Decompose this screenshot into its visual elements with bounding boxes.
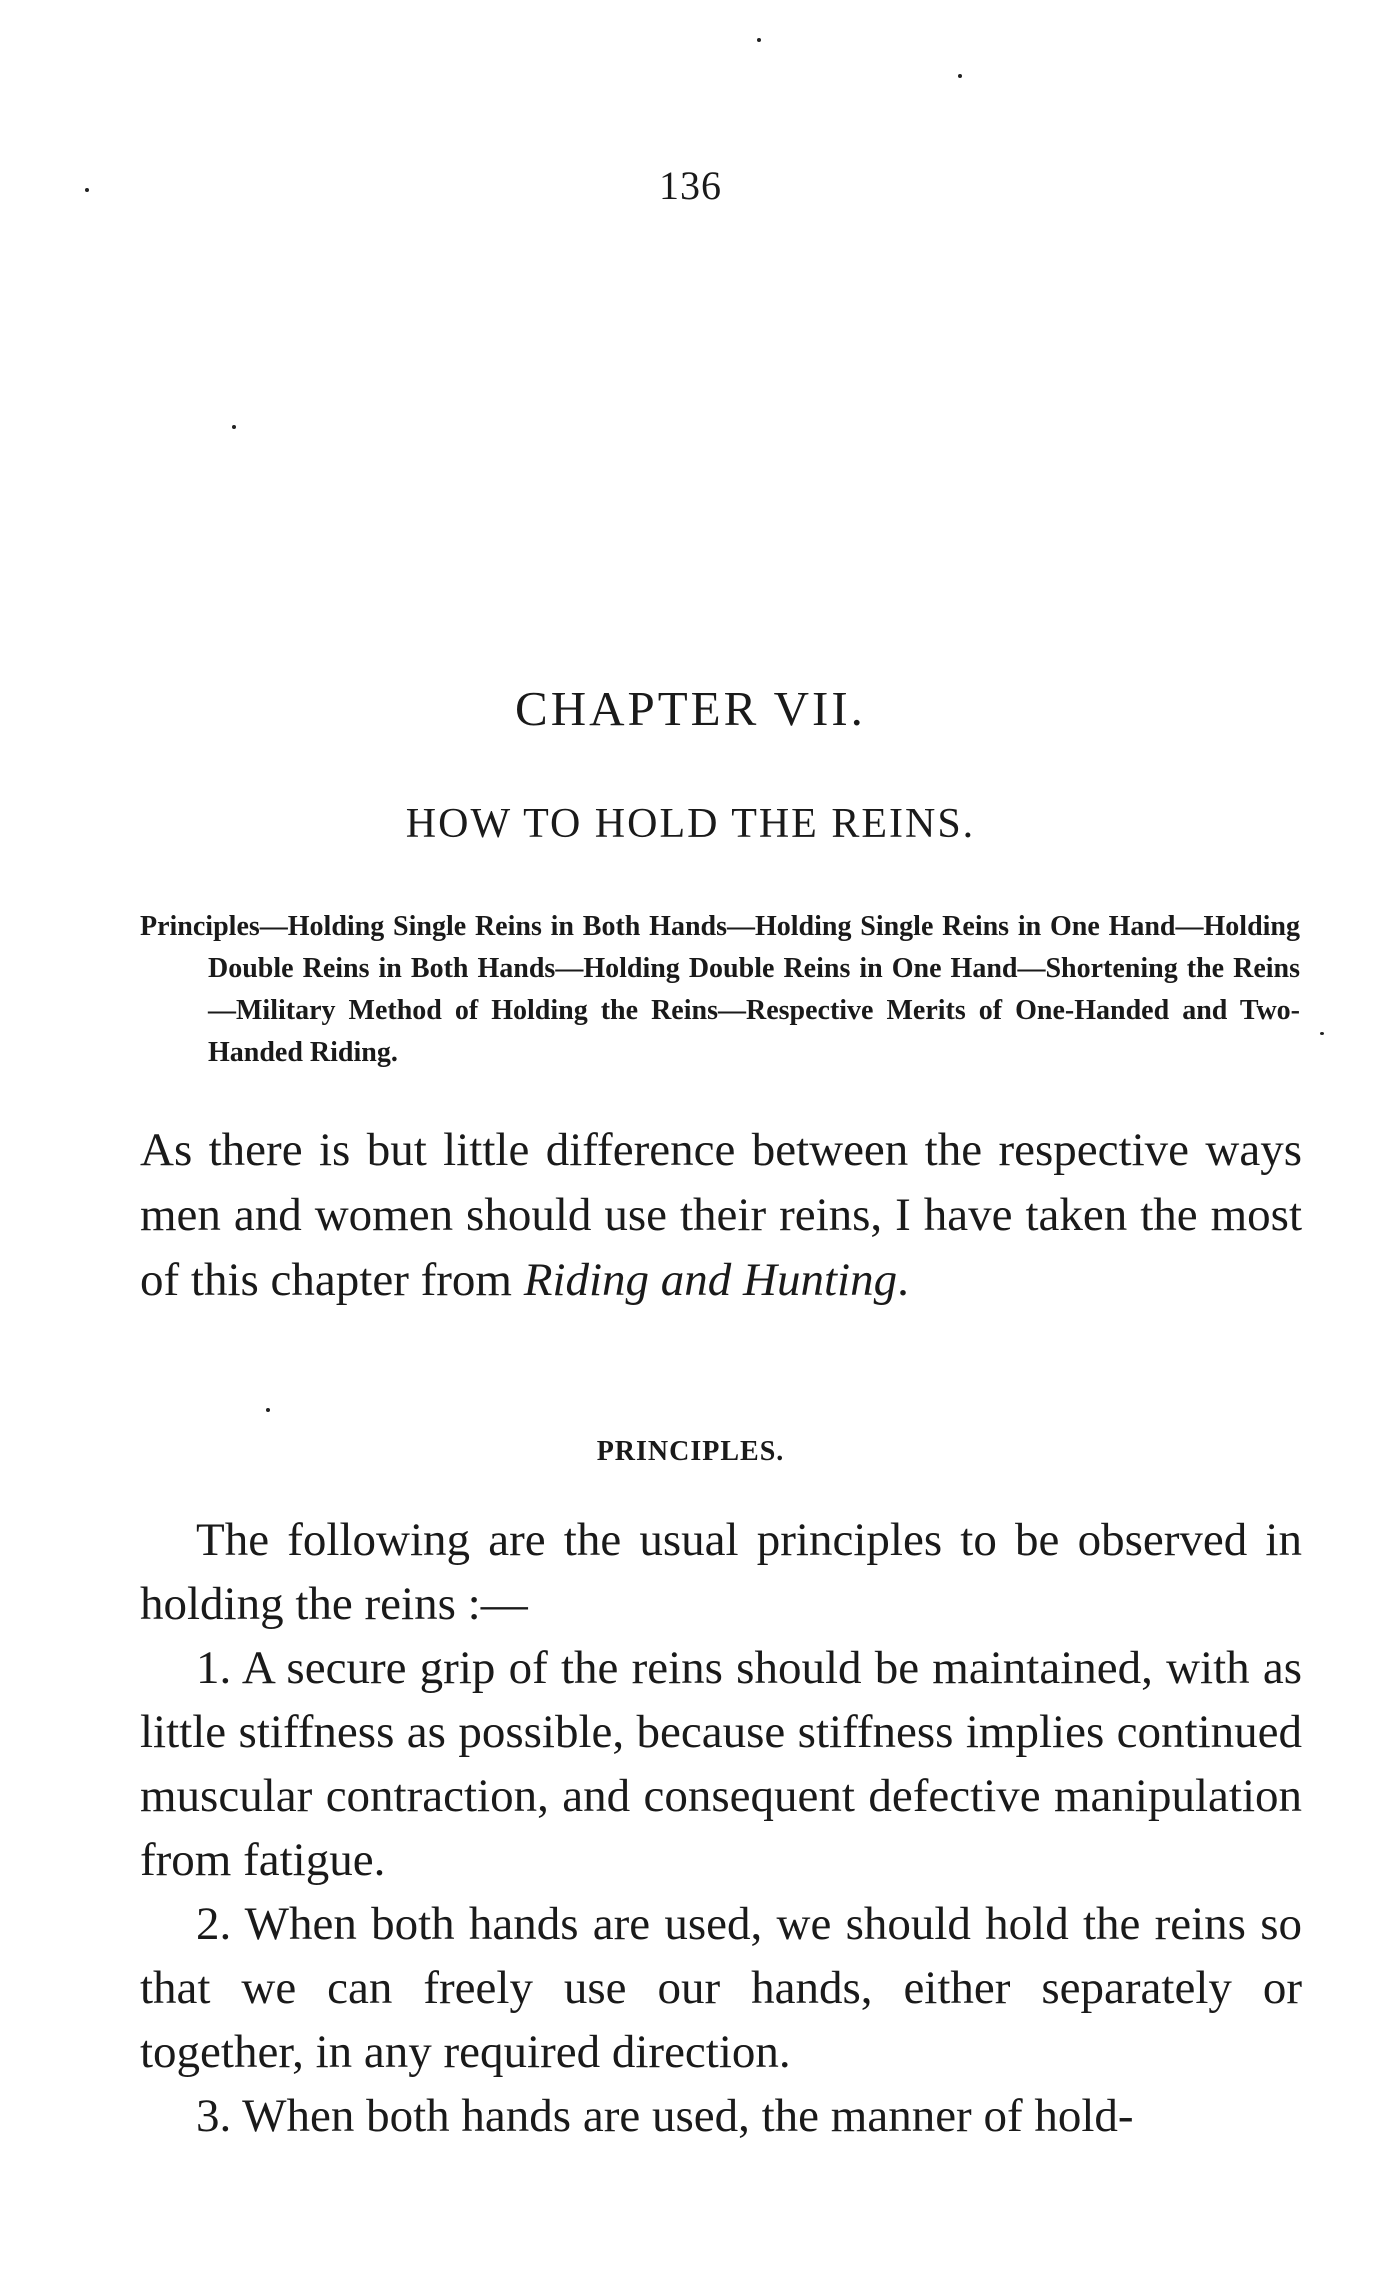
scan-speck [958, 74, 962, 78]
paragraph-principle-1: 1. A secure grip of the reins should be maintained, with as little stiffness as possible, because stiffness implies continued muscular contraction, and consequent defective manipulation from fatigue. [140, 1642, 1302, 1886]
scan-speck [232, 425, 236, 429]
section-heading: PRINCIPLES. [596, 1436, 785, 1467]
scan-speck [266, 1408, 270, 1412]
intro-end: . [897, 1254, 909, 1306]
intro-paragraph [140, 1118, 1302, 1313]
paragraph-principle-3: 3. When both hands are used, the manner of hold- [196, 2090, 1134, 2142]
scan-speck [1320, 1032, 1324, 1035]
body-text [140, 1508, 1302, 2148]
chapter-title: CHAPTER VII. [515, 681, 866, 736]
intro-text: As there is but little difference between the respective ways men and women should use their reins, I have taken the most of this chapter from [140, 1124, 1302, 1306]
paragraph-lead: The following are the usual principles to be observed in holding the reins :— [140, 1514, 1302, 1630]
page-number: 136 [659, 163, 722, 208]
scan-speck [85, 188, 89, 192]
chapter-subtitle: HOW TO HOLD THE REINS. [405, 801, 976, 847]
book-title: Riding and Hunting [523, 1254, 898, 1306]
paragraph-principle-2: 2. When both hands are used, we should hold the reins so that we can freely use our hands, either separately or together, in any required direction. [140, 1898, 1302, 2078]
scan-speck [757, 38, 761, 42]
chapter-synopsis: Principles—Holding Single Reins in Both Hands—Holding Single Reins in One Hand—Holding Double Reins in Both Hands—Holding Double Reins in One Hand—Shortening the Reins—Military Method of Holding the Reins—Respective Merits of One-Handed and Two-Handed Riding. [140, 911, 1300, 1068]
